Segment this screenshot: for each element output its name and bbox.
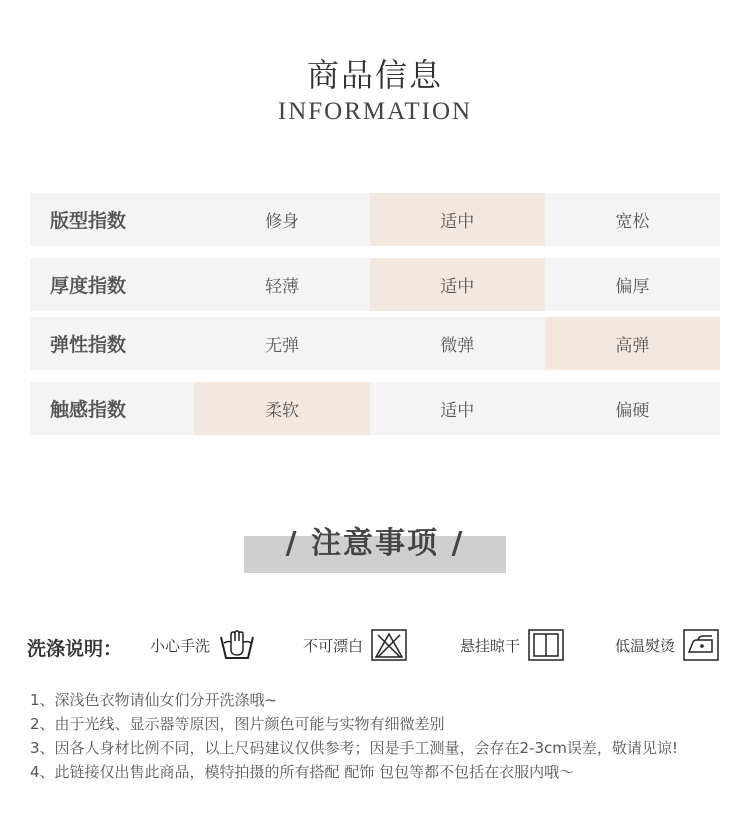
option-cell-selected: 适中 [370, 193, 545, 246]
option-cell: 修身 [265, 212, 300, 232]
hang-dry-icon [528, 629, 564, 661]
option-cell: 适中 [440, 401, 475, 421]
row-label: 版型指数 [50, 210, 127, 232]
option-cell: 宽松 [615, 212, 650, 232]
note-line: 1、深浅色衣物请仙女们分开洗涤哦~ [30, 691, 278, 709]
no-bleach-icon [371, 629, 407, 661]
wash-item-text: 低温熨烫 [615, 636, 676, 655]
option-cell: 偏硬 [615, 401, 650, 421]
wash-item-text: 不可漂白 [303, 636, 364, 655]
note-line: 2、由于光线、显示器等原因，图片颜色可能与实物有细微差别 [30, 715, 445, 733]
option-cell-selected: 柔软 [194, 382, 369, 435]
notice-title: / 注意事项 / [285, 526, 465, 561]
size-row-thickness [30, 258, 720, 311]
wash-item-hang-dry [460, 629, 564, 661]
low-iron-icon [683, 629, 719, 661]
washing-label: 洗涤说明： [27, 638, 123, 660]
row-label: 弹性指数 [50, 334, 127, 356]
option-cell: 微弹 [440, 336, 475, 356]
note-line: 3、因各人身材比例不同，以上尺码建议仅供参考；因是手工测量，会存在2-3cm误差，敬请见谅! [30, 739, 678, 757]
title-cn: 商品信息 [306, 56, 443, 94]
row-label: 厚度指数 [50, 275, 127, 297]
note-line: 4、此链接仅出售此商品，模特拍摄的所有搭配 配饰 包包等都不包括在衣服内哦〜 [30, 763, 575, 781]
row-label: 触感指数 [50, 399, 127, 421]
size-row-fit [30, 193, 720, 246]
wash-item-text: 小心手洗 [150, 636, 211, 655]
size-row-elasticity [30, 317, 720, 370]
option-cell: 偏厚 [615, 277, 650, 297]
option-cell-selected: 高弹 [545, 317, 720, 370]
option-cell-selected: 适中 [370, 258, 545, 311]
wash-item-no-bleach [303, 629, 407, 661]
option-cell: 无弹 [265, 336, 300, 356]
option-cell: 轻薄 [265, 277, 300, 297]
notes-list [30, 689, 678, 785]
wash-item-low-iron [615, 629, 719, 661]
wash-item-text: 悬挂晾干 [460, 636, 521, 655]
hand-wash-icon [218, 629, 256, 661]
wash-item-hand-wash [150, 629, 256, 661]
title-en: INFORMATION [277, 98, 473, 125]
size-row-touch [30, 382, 720, 435]
